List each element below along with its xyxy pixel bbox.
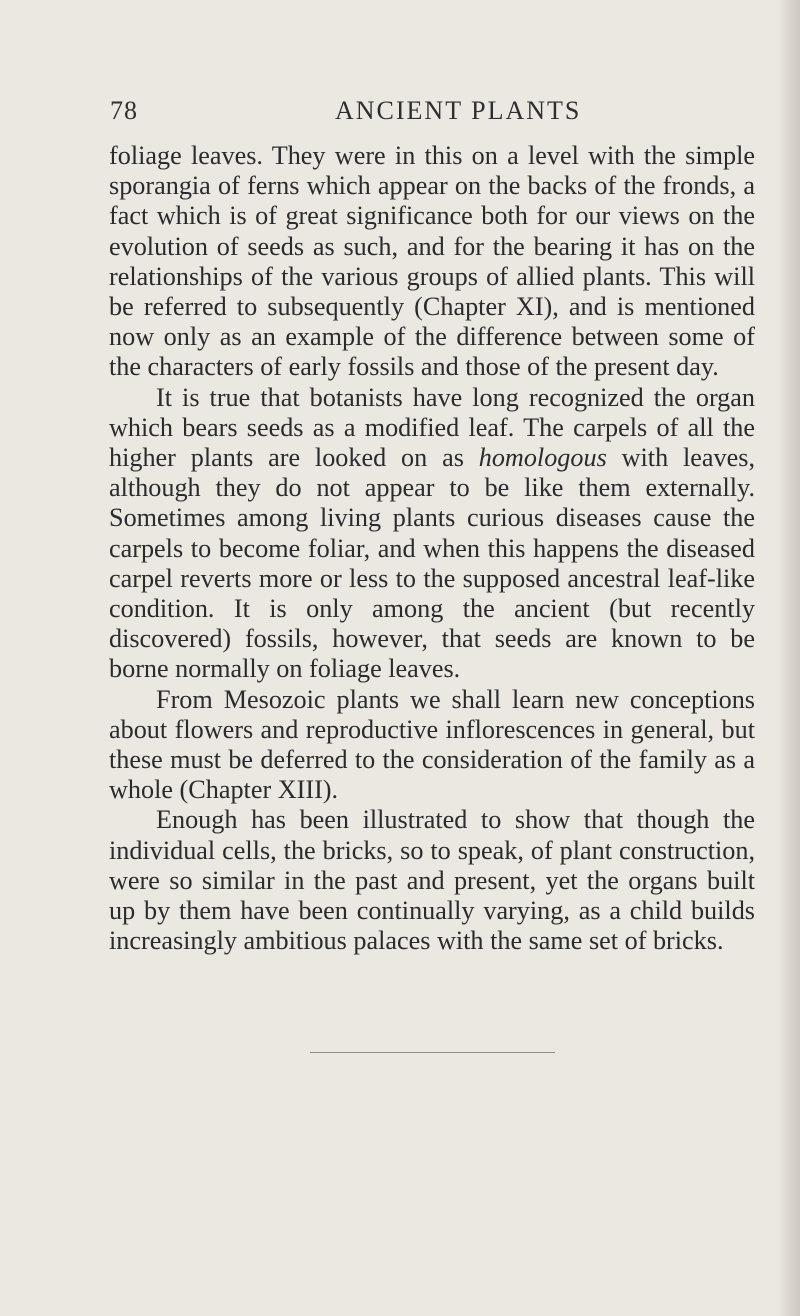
emphasis-homologous: homologous	[478, 443, 607, 473]
page-edge-shadow	[778, 0, 800, 1316]
paragraph-bricks: Enough has been illustrated to show that though the individual cells, the bricks, so to speak, of plant construction, were so similar in the past and present, yet the organs built up by them have been continually varying, as a child builds increasingly ambitious palaces with the same set of bricks.	[109, 805, 755, 956]
running-title: ANCIENT PLANTS	[335, 96, 582, 125]
paragraph-carpels-after: with leaves, although they do not appear to be like them externally. Sometimes among living plants curious diseases cause the carpels to become foliar, and when this happens the diseased carpel reverts more or less to the supposed ancestral leaf-like condition. It is only among the ancient (but recently discovered) fossils, however, that seeds are known to be borne normally on foliage leaves.	[109, 443, 755, 684]
paragraph-mesozoic: From Mesozoic plants we shall learn new conceptions about flowers and reproductive inflorescences in general, but these must be deferred to the consideration of the family as a whole (Chapter XIII).	[109, 684, 755, 805]
running-head	[110, 96, 730, 132]
section-end-rule	[310, 1052, 555, 1053]
page-number: 78	[110, 96, 138, 125]
paragraph-carpels-before: It is true that botanists have long recognized the organ which bears seeds as a modified leaf. The carpels of all the higher plants are looked on as	[109, 382, 755, 473]
paragraph-carpels	[109, 383, 755, 685]
body-text	[109, 141, 755, 956]
paragraph-continuation: foliage leaves. They were in this on a level with the simple sporangia of ferns which appear on the backs of the fronds, a fact which is of great significance both for our views on the evolution of seeds as such, and for the bearing it has on the relationships of the various groups of allied plants. This will be referred to subsequently (Chapter XI), and is mentioned now only as an example of the difference between some of the characters of early fossils and those of the present day.	[109, 141, 755, 382]
